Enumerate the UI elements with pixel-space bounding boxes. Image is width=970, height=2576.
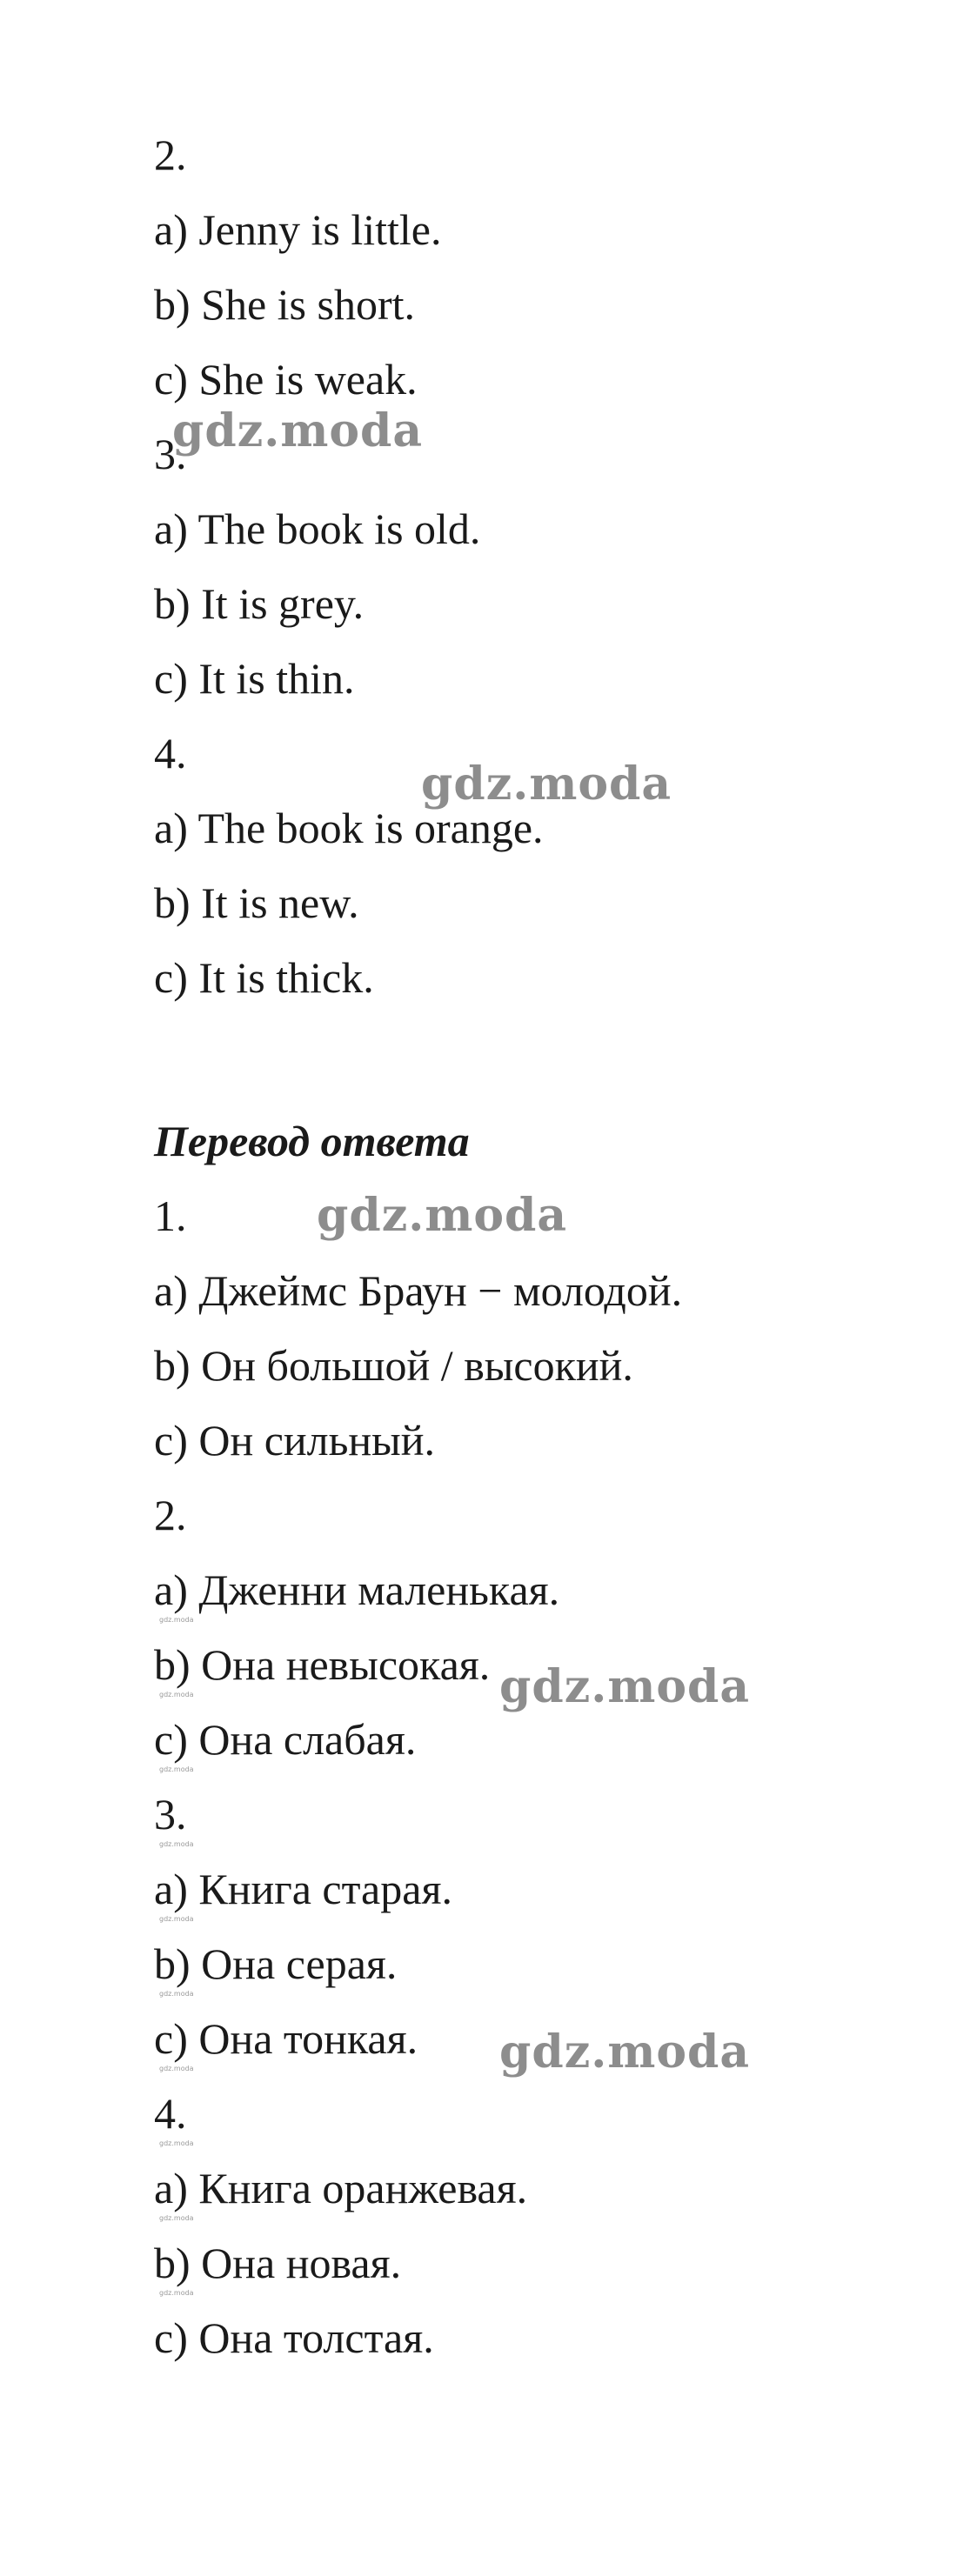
answer-line: b) Она серая.: [154, 1939, 398, 1988]
watermark: gdz.moda: [421, 757, 672, 811]
item-number: 3.: [154, 430, 187, 478]
small-watermark: gdz.moda: [159, 2139, 194, 2147]
item-number: 2.: [154, 1491, 187, 1539]
small-watermark: gdz.moda: [159, 2289, 194, 2297]
small-watermark: gdz.moda: [159, 1691, 194, 1698]
answer-line: c) It is thin.: [154, 654, 355, 703]
translation-heading: Перевод ответа: [154, 1117, 470, 1165]
small-watermark: gdz.moda: [159, 1915, 194, 1923]
answer-line: a) Джеймс Браун − молодой.: [154, 1266, 683, 1315]
answer-line: c) Он сильный.: [154, 1416, 436, 1465]
answer-line: a) Jenny is little.: [154, 205, 442, 254]
small-watermark: gdz.moda: [159, 2065, 194, 2072]
small-watermark: gdz.moda: [159, 1990, 194, 1998]
answer-line: a) Дженни маленькая.: [154, 1565, 560, 1614]
item-number: 3.: [154, 1790, 187, 1839]
answer-line: c) She is weak.: [154, 355, 418, 404]
item-number: 4.: [154, 729, 187, 777]
answer-line: a) The book is old.: [154, 504, 481, 553]
answer-line: b) It is grey.: [154, 579, 365, 628]
answer-line: a) Книга оранжевая.: [154, 2164, 528, 2212]
answer-line: c) Она тонкая.: [154, 2014, 418, 2063]
watermark: gdz.moda: [499, 2025, 751, 2079]
answer-line: b) Он большой / высокий.: [154, 1341, 633, 1390]
answer-line: c) Она толстая.: [154, 2313, 434, 2362]
small-watermark: gdz.moda: [159, 1765, 194, 1773]
watermark: gdz.moda: [172, 404, 424, 457]
answer-line: a) The book is orange.: [154, 804, 544, 852]
answer-line: a) Книга старая.: [154, 1865, 452, 1913]
answer-line: b) Она невысокая.: [154, 1640, 491, 1689]
small-watermark: gdz.moda: [159, 1616, 194, 1624]
answer-line: b) Она новая.: [154, 2239, 402, 2287]
watermark: gdz.moda: [499, 1660, 751, 1713]
answer-line: b) It is new.: [154, 878, 359, 927]
item-number: 1.: [154, 1191, 187, 1240]
watermark: gdz.moda: [317, 1189, 568, 1242]
answer-line: b) She is short.: [154, 280, 415, 329]
item-number: 4.: [154, 2089, 187, 2138]
small-watermark: gdz.moda: [159, 2214, 194, 2222]
answer-line: c) Она слабая.: [154, 1715, 417, 1764]
answer-line: c) It is thick.: [154, 953, 374, 1002]
item-number: 2.: [154, 130, 187, 179]
small-watermark: gdz.moda: [159, 1840, 194, 1848]
